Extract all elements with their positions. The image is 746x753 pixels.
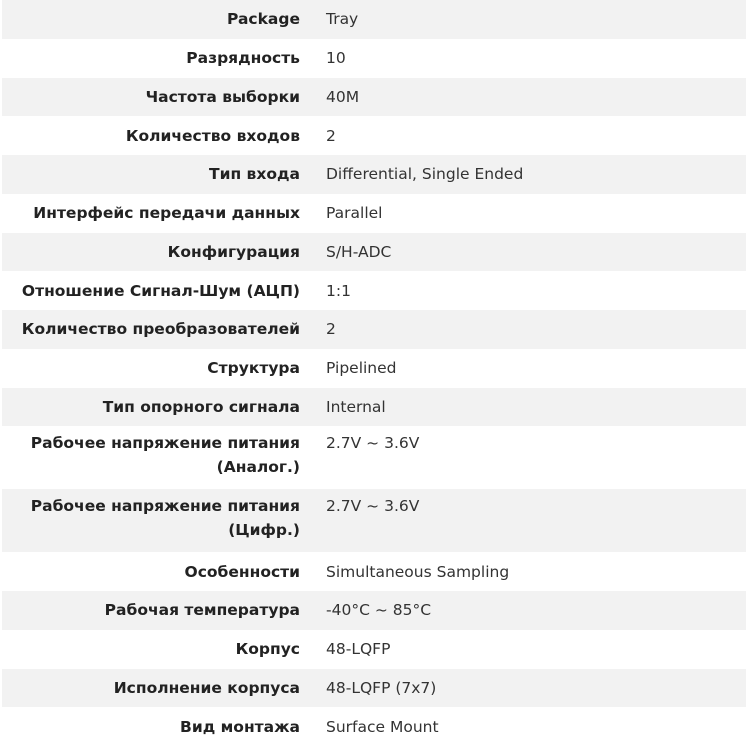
spec-value: 2 (311, 310, 746, 349)
spec-row-architecture (2, 349, 746, 388)
spec-label: Тип опорного сигнала (2, 388, 311, 427)
spec-label: Тип входа (2, 155, 311, 194)
spec-label: Количество входов (125, 126, 300, 145)
spec-row-package (2, 0, 746, 39)
spec-label: Структура (207, 359, 300, 378)
spec-row-supply-digital (2, 489, 746, 552)
spec-value: 2 (326, 126, 336, 145)
spec-value: -40°C ~ 85°C (311, 591, 746, 630)
spec-row-resolution (2, 39, 746, 78)
spec-value: Surface Mount (326, 717, 439, 736)
spec-label: Исполнение корпуса (2, 669, 311, 708)
spec-value: Simultaneous Sampling (326, 562, 510, 581)
spec-label: Корпус (235, 640, 300, 659)
spec-row-mounting-type (2, 707, 746, 746)
spec-label: Package (2, 0, 311, 39)
spec-label: Рабочая температура (2, 591, 311, 630)
spec-value: 2.7V ~ 3.6V (326, 434, 420, 453)
spec-row-reference-type (2, 388, 746, 427)
spec-label: Конфигурация (2, 233, 311, 272)
spec-row-features (2, 552, 746, 591)
spec-value: Internal (311, 388, 746, 427)
spec-label: Отношение Сигнал-Шум (АЦП) (21, 281, 300, 300)
spec-row-supply-analog (2, 426, 746, 489)
spec-label: Разрядность (186, 49, 300, 68)
spec-value: 48-LQFP (326, 640, 391, 659)
spec-label: Интерфейс передачи данных (33, 204, 300, 223)
spec-row-data-interface (2, 194, 746, 233)
spec-row-configuration (2, 233, 746, 272)
spec-table (2, 0, 746, 746)
spec-label: Рабочее напряжение питания (Цифр.) (2, 489, 311, 552)
spec-label: Особенности (184, 562, 300, 581)
spec-row-input-type (2, 155, 746, 194)
spec-value: 2.7V ~ 3.6V (311, 489, 746, 552)
spec-value: Parallel (326, 204, 383, 223)
spec-row-operating-temperature (2, 591, 746, 630)
spec-row-sampling-rate (2, 78, 746, 117)
spec-label: Частота выборки (2, 78, 311, 117)
spec-row-package-case (2, 630, 746, 669)
spec-value: Differential, Single Ended (311, 155, 746, 194)
spec-value: Pipelined (326, 359, 397, 378)
spec-value: 40M (311, 78, 746, 117)
spec-row-converter-count (2, 310, 746, 349)
spec-value: 1:1 (326, 281, 351, 300)
spec-value: S/H-ADC (311, 233, 746, 272)
spec-label: Количество преобразователей (2, 310, 311, 349)
spec-label: Вид монтажа (180, 717, 300, 736)
spec-value: Tray (311, 0, 746, 39)
spec-label: Рабочее напряжение питания (Аналог.) (30, 434, 300, 477)
spec-row-input-count (2, 116, 746, 155)
spec-row-supplier-package (2, 669, 746, 708)
spec-row-snr (2, 271, 746, 310)
spec-value: 48-LQFP (7x7) (311, 669, 746, 708)
spec-value: 10 (326, 49, 346, 68)
